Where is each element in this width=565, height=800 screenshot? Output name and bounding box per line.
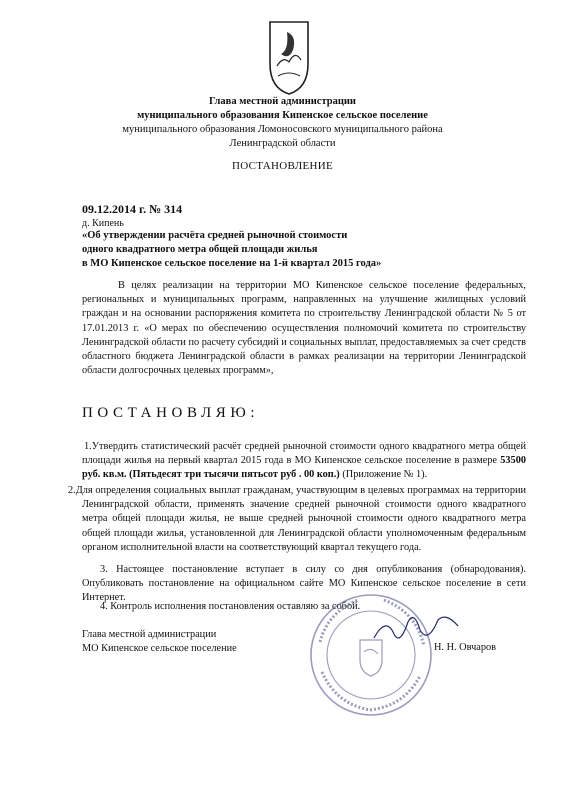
signature-title: Глава местной администрации (82, 629, 217, 640)
coat-of-arms-emblem (267, 20, 311, 96)
header-organization: муниципального образования Кипенское сельское поселение (137, 110, 428, 121)
item-1-amount: 53500 руб. кв.м. (Пятьдесят три тысячи пятьсот руб . 00 коп.) (82, 455, 526, 481)
item-1-text: 1.Утвердить статистический расчёт средней рыночной стоимости одного квадратного метра общей площади жилья на первый квартал 2015 года в МО Кипенское сельское поселение в размере (82, 441, 526, 467)
resolution-item-4: 4. Контроль исполнения постановления оставляю за собой. (100, 601, 361, 612)
resolution-item-2: 2.Для определения социальных выплат гражданам, участвующим в целевых программах на территории Ленинградской области, применять значение средней рыночной стоимости одного квадратного метра общей площади жилья, не выше средней рыночной стоимости одного квадратного метра общей площади жилья, установленной для Ленинградской области уполномоченным федеральным органом исполнительной власти на соответствующий квартал текущего года. (68, 485, 526, 553)
signatory-name: Н. Н. Овчаров (434, 642, 496, 653)
resolve-heading: ПОСТАНОВЛЯЮ: (82, 405, 260, 421)
document-number: 09.12.2014 г. № 314 (82, 202, 183, 216)
subject-line: в МО Кипенское сельское поселение на 1-й квартал 2015 года» (82, 258, 382, 269)
preamble-paragraph: В целях реализации на территории МО Кипенское сельское поселение федеральных, региональных и муниципальных программ, направленных на улучшение жилищных условий граждан и на основании распоряжения комитета по строительству Ленинградской области № 5 от 17.01.2013 г. «О мерах по обеспечению осуществления полномочий комитета по строительству Ленинградской области по расчету субсидий и социальных выплат, предоставляемых за счет средств областного бюджета Ленинградской области в рамках реализации на территории Ленинградской области долгосрочных целевых программ», (82, 280, 526, 377)
subject-line: одного квадратного метра общей площади жилья (82, 244, 318, 255)
resolution-item-3: 3. Настоящее постановление вступает в силу со дня опубликования (обнародования). Опубликовать постановление на официальном сайте МО Кипенское сельское поселение в сети Интернет. (82, 564, 526, 604)
document-type: ПОСТАНОВЛЕНИЕ (232, 160, 333, 172)
resolution-item-1 (82, 440, 526, 483)
document-place: д. Кипень (82, 218, 124, 229)
signature-organization: МО Кипенское сельское поселение (82, 643, 237, 654)
item-1-appendix: (Приложение № 1). (339, 469, 428, 481)
header-title: Глава местной администрации (209, 96, 356, 107)
header-region: Ленинградской области (229, 138, 336, 149)
subject-line: «Об утверждении расчёта средней рыночной стоимости (82, 230, 348, 241)
header-district: муниципального образования Ломоносовского муниципального района (122, 124, 443, 135)
